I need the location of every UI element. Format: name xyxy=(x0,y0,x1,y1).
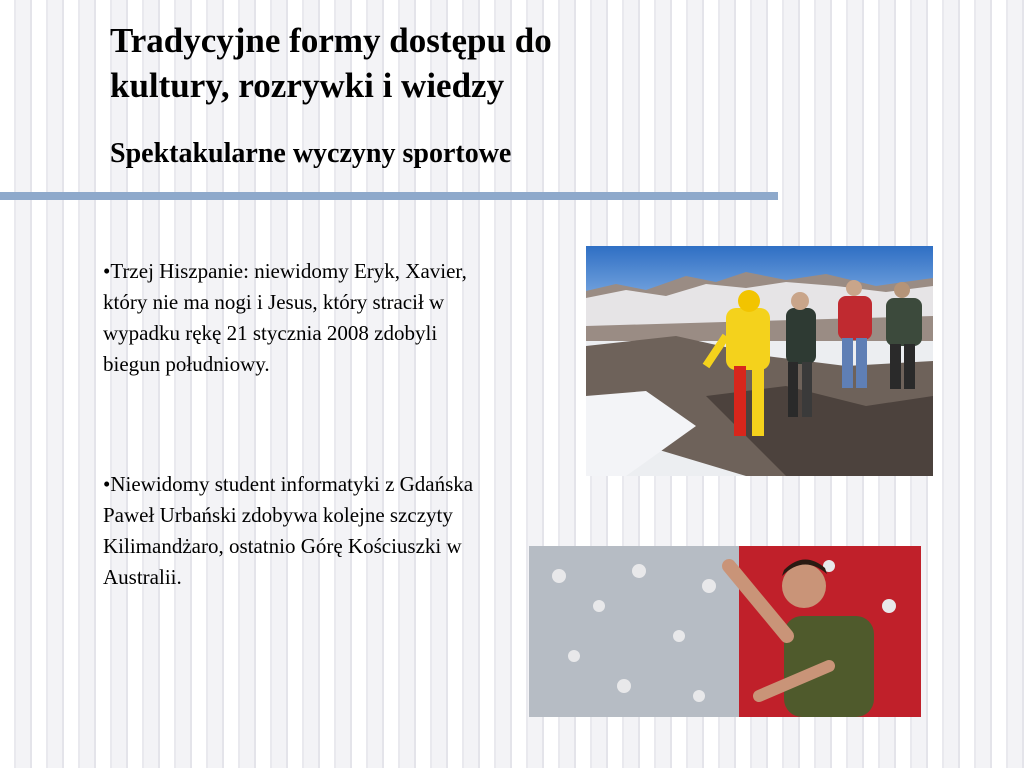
slide-title xyxy=(110,18,730,108)
title-line-1: Tradycyjne formy dostępu do xyxy=(110,21,552,60)
climbing-wall-photo xyxy=(529,546,921,717)
mountain-expedition-photo xyxy=(586,246,933,476)
slide-subtitle: Spektakularne wyczyny sportowe xyxy=(110,138,512,169)
title-line-2: kultury, rozrywki i wiedzy xyxy=(110,66,505,105)
divider-bar xyxy=(0,192,778,200)
bullet-blind-student: •Niewidomy student informatyki z Gdańska Paweł Urbański zdobywa kolejne szczyty Kilimandżaro, ostatnio Górę Kościuszki w Australii. xyxy=(103,472,474,589)
bullet-spanish-expedition: •Trzej Hiszpanie: niewidomy Eryk, Xavier, który nie ma nogi i Jesus, który stracił w wypadku rękę 21 stycznia 2008 zdobyli biegun południowy. xyxy=(103,259,467,376)
